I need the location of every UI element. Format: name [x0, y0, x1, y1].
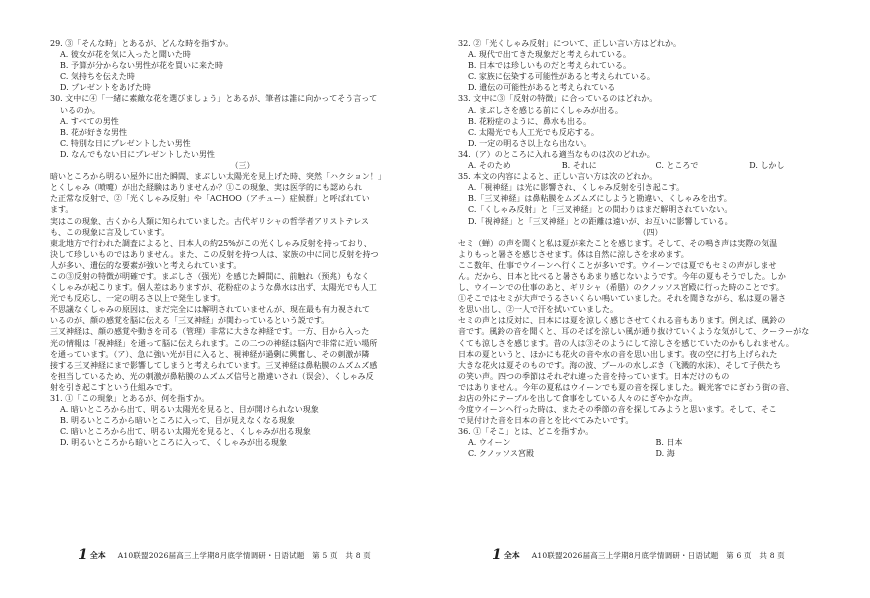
- passage-line: 射を引き起こすという仕組みです。: [50, 382, 178, 392]
- passage-line: とくしゃみ（喷嚏）が出た経験はありませんか？①この現象、実は医学的にも認められ: [50, 183, 362, 193]
- passage-line: し、ウイーンでの仕事のあと、ギリシャ（希腊）のクノッソス宮殿に行った時のことです。: [458, 283, 784, 293]
- option-line: D. プレゼントをあげた時: [60, 83, 151, 93]
- passage-line: を思い出し、②一人で汗を拭いていました。: [458, 305, 618, 315]
- option-line: A. 現代で出てきた現象だと考えられている。: [468, 50, 631, 60]
- option-line: C. 気持ちを伝えた時: [60, 72, 135, 82]
- option-line: A. 暗いところから出て、明るい太陽光を見ると、目が開けられない現象: [60, 405, 319, 415]
- question-line: 36. ①「そこ」とは、どこを指すか。: [458, 427, 594, 437]
- passage-line: お店の外にテーブルを出して食事をしている人々のにぎやかな声。: [458, 394, 698, 403]
- option-line: A.「視神経」は光に影響され、くしゃみ反射を引き起こす。: [468, 183, 685, 193]
- passage-line: 不思議なくしゃみの原因は、まだ完全には解明されていませんが、現在最も有力視されて: [50, 305, 370, 315]
- option-line: D.「視神経」と「三叉神経」との距離は遠いが、お互いに影響している。: [468, 216, 733, 226]
- right-footer: [492, 548, 785, 562]
- right-page: [458, 38, 843, 460]
- passage-line: この③反射の特徴が明確です。まぶしさ（强光）を感じた瞬間に、前触れ（预兆）もなく: [50, 271, 370, 281]
- logo-text: 全本: [503, 549, 520, 560]
- passage-line: 人が多い、遺伝的な要素が強いと考えられています。: [50, 260, 242, 270]
- section-heading: （三）: [230, 161, 255, 171]
- passage-line: 今度ウイーンへ行った時は、またその季節の音を探してみようと思います。そして、そこ: [458, 405, 777, 415]
- option-line: C. 特別な日にプレゼントしたい男性: [60, 138, 191, 148]
- passage-line: 決して珍しいものではありません。また、この反射を持つ人は、家族の中に同じ反射を持つ: [50, 249, 379, 259]
- question-line: 32. ②「光くしゃみ反射」について、正しい言い方はどれか。: [458, 39, 681, 48]
- option-line: A. すべての男性: [60, 116, 119, 126]
- option-b: B. それに: [561, 161, 597, 171]
- question-line: 29. ③「そんな時」とあるが、どんな時を指すか。: [50, 39, 234, 48]
- logo-text: 全本: [89, 549, 106, 560]
- option-line: B. 予算が分からない男性が花を買いに来た時: [60, 61, 223, 71]
- right-page-block-1: [458, 38, 843, 149]
- passage-line: を通っています。（ア）、急に強い光が目に入ると、視神経が過剰に興奮し、その刺激が隣: [50, 349, 370, 359]
- option-line: B. 明るいところから暗いところに入って、目が見えなくなる現象: [60, 416, 295, 426]
- passage-line: ①そこではセミが大声でうるさいくらい鳴いていました。それを聞きながら、私は夏の暑さ: [458, 294, 786, 304]
- option-line: A. 彼女が花を気に入ったと聞いた時: [60, 50, 191, 60]
- left-page: [50, 38, 435, 448]
- option-line: C. 暗いところから出て、明るい太陽光を見ると、くしゃみが出る現象: [60, 427, 311, 437]
- logo-mark-icon: 1: [78, 547, 88, 563]
- option-line: B. 花粉症のように、鼻水も出る。: [468, 116, 591, 126]
- passage-line: くても涼しさを感じます。昔の人は③そのようにして涼しさを感じていたのかもしれません。: [458, 338, 794, 348]
- option-line: C. 家族に伝染する可能性があると考えられている。: [468, 72, 655, 82]
- question-line: 35. 本文の内容によると、正しい言い方は次のどれか。: [458, 172, 658, 182]
- right-page-block-2: [458, 171, 843, 437]
- publisher-logo: [78, 547, 106, 563]
- question-line: 33. 文中に③「反射の特徴」に合っているのはどれか。: [458, 94, 658, 104]
- option-c: C. クノッソス宮殿: [468, 449, 535, 459]
- option-line: B. 日本では珍しいものだと考えられている。: [468, 61, 631, 71]
- passage-line: で見付けた音を日本の音とを比べてみたいです。: [458, 416, 634, 426]
- passage-line: 光でも反応し、一定の明るさ以上で発生します。: [50, 294, 226, 304]
- question-36-options-row-2: [458, 448, 843, 459]
- passage-line: ます。: [50, 205, 74, 215]
- option-c: C. ところで: [655, 161, 699, 171]
- passage-line: 暗いところから明るい屋外に出た瞬間、まぶしい太陽光を見上げた時、突然「ハクション！」: [50, 172, 386, 182]
- question-line: 30. 文中に④「一緒に素敵な花を選びましょう」とあるが、筆者は誰に向かってそう言って: [50, 94, 378, 104]
- question-34-options: [458, 160, 843, 171]
- question-line: 31. ①「この現象」とあるが、何を指すか。: [50, 394, 210, 403]
- option-d: D. 海: [655, 449, 675, 459]
- option-line: C. 太陽光でも人工光でも反応する。: [468, 127, 599, 137]
- passage-line: 大きな花火は夏そのものです。海の波、プールの水しぶき（飞溅的水沫）、そして子供たち: [458, 360, 781, 370]
- passage-line: 日本の夏というと、ほかにも花火の音や水の音を思い出します。夜の空に打ち上げられた: [458, 349, 778, 359]
- passage-line: た正常な反射で、②「光くしゃみ反射」や「ACHOO（アチュー）症候群」と呼ばれてい: [50, 194, 370, 204]
- option-line: B.「三叉神経」は鼻粘膜をムズムズにしようと勘違い、くしゃみを出す。: [468, 194, 732, 204]
- passage-line: 光の情報は「視神経」を通って脳に伝えられます。この二つの神経は脳内で非常に近い場所: [50, 338, 378, 348]
- passage-line: も、この現象に言及しています。: [50, 227, 170, 237]
- option-a: A. そのため: [468, 161, 511, 171]
- option-d: D. しかし: [749, 161, 785, 171]
- logo-mark-icon: 1: [492, 547, 502, 563]
- passage-line: 三叉神経は、顔の感覚や動きを司る（管理）非常に大きな神経です。一方、目から入った: [50, 327, 370, 337]
- passage-line: ん。だから、日本と比べると暑さもあまり感じないようです。今年の夏もそうでした。しか: [458, 271, 786, 281]
- passage-line: いるのが、顔の感覚を脳に伝える「三叉神経」が関わっているという説です。: [50, 316, 330, 326]
- question-36-options-row-1: [458, 437, 843, 448]
- passage-line: よりもっと暑さを感じさせます。体は自然に涼しさを求めます。: [458, 249, 689, 259]
- page-footer-text: A10联盟2026届高三上学期8月底学情调研・日语试题 第 6 页 共 8 页: [531, 550, 785, 560]
- left-footer: [78, 548, 371, 562]
- passage-line: 音です。風鈴の音を聞くと、耳のそばを涼しい風が通り抜けていくような気がして、クーラーがな: [458, 327, 810, 337]
- publisher-logo: [492, 547, 520, 563]
- passage-line: セミの声とは反対に、日本には夏を涼しく感じさせてくれる音もあります。例えば、風鈴の: [458, 316, 786, 326]
- option-line: D. 遺伝の可能性があると考えられている: [468, 83, 616, 93]
- option-b: B. 日本: [655, 438, 683, 448]
- page-footer-text: A10联盟2026届高三上学期8月底学情调研・日语试题 第 5 页 共 8 页: [117, 550, 371, 560]
- option-line: いるのか。: [60, 105, 100, 115]
- passage-line: セミ（蝉）の声を聞くと私は夏が来たことを感じます。そして、その鳴き声は実際の気温: [458, 238, 778, 248]
- passage-line: の笑い声。四つの季節はそれぞれ違った音を持っています。日本だけのもの: [458, 371, 730, 381]
- passage-line: を担当しているため、光の刺激が鼻粘膜のムズムズ信号と勘違いされ（误会）、くしゃみ反: [50, 371, 374, 381]
- option-line: D. 明るいところから暗いところに入って、くしゃみが出る現象: [60, 438, 288, 448]
- option-line: D. なんでもない日にプレゼントしたい男性: [60, 149, 215, 159]
- passage-line: くしゃみが起こります。個人差はありますが、花粉症のような鼻水は出ず、太陽光でも人工: [50, 283, 377, 293]
- question-34: 34.（ア）のところに入れる適当なものは次のどれか。: [458, 149, 655, 159]
- option-line: A. まぶしさを感じる前にくしゃみが出る。: [468, 105, 623, 115]
- option-line: D. 一定の明るさ以上なら出ない。: [468, 138, 592, 148]
- passage-line: 接する三叉神経にまで影響してしまうと考えられています。三叉神経は鼻粘膜のムズムズ感: [50, 360, 378, 370]
- section-heading: （四）: [638, 227, 663, 237]
- passage-line: 東北地方で行われた調査によると、日本人の約25%がこの光くしゃみ反射を持っており、: [50, 238, 372, 248]
- passage-line: 実はこの現象、古くから人類に知られていました。古代ギリシャの哲学者アリストテレス: [50, 216, 369, 226]
- passage-line: ここ数年、仕事でウイーンへ行くことが多いです。ウイーンでは夏でもセミの声がしませ: [458, 260, 777, 270]
- option-a: A. ウイーン: [468, 438, 511, 448]
- option-line: B. 花が好きな男性: [60, 127, 127, 137]
- option-line: C.「くしゃみ反射」と「三叉神経」との間わりはまだ解明されていない。: [468, 205, 733, 215]
- passage-line: ではありません。今年の夏私はウイーンでも夏の音を探しました。観光客でにぎわう街の音、: [458, 382, 795, 392]
